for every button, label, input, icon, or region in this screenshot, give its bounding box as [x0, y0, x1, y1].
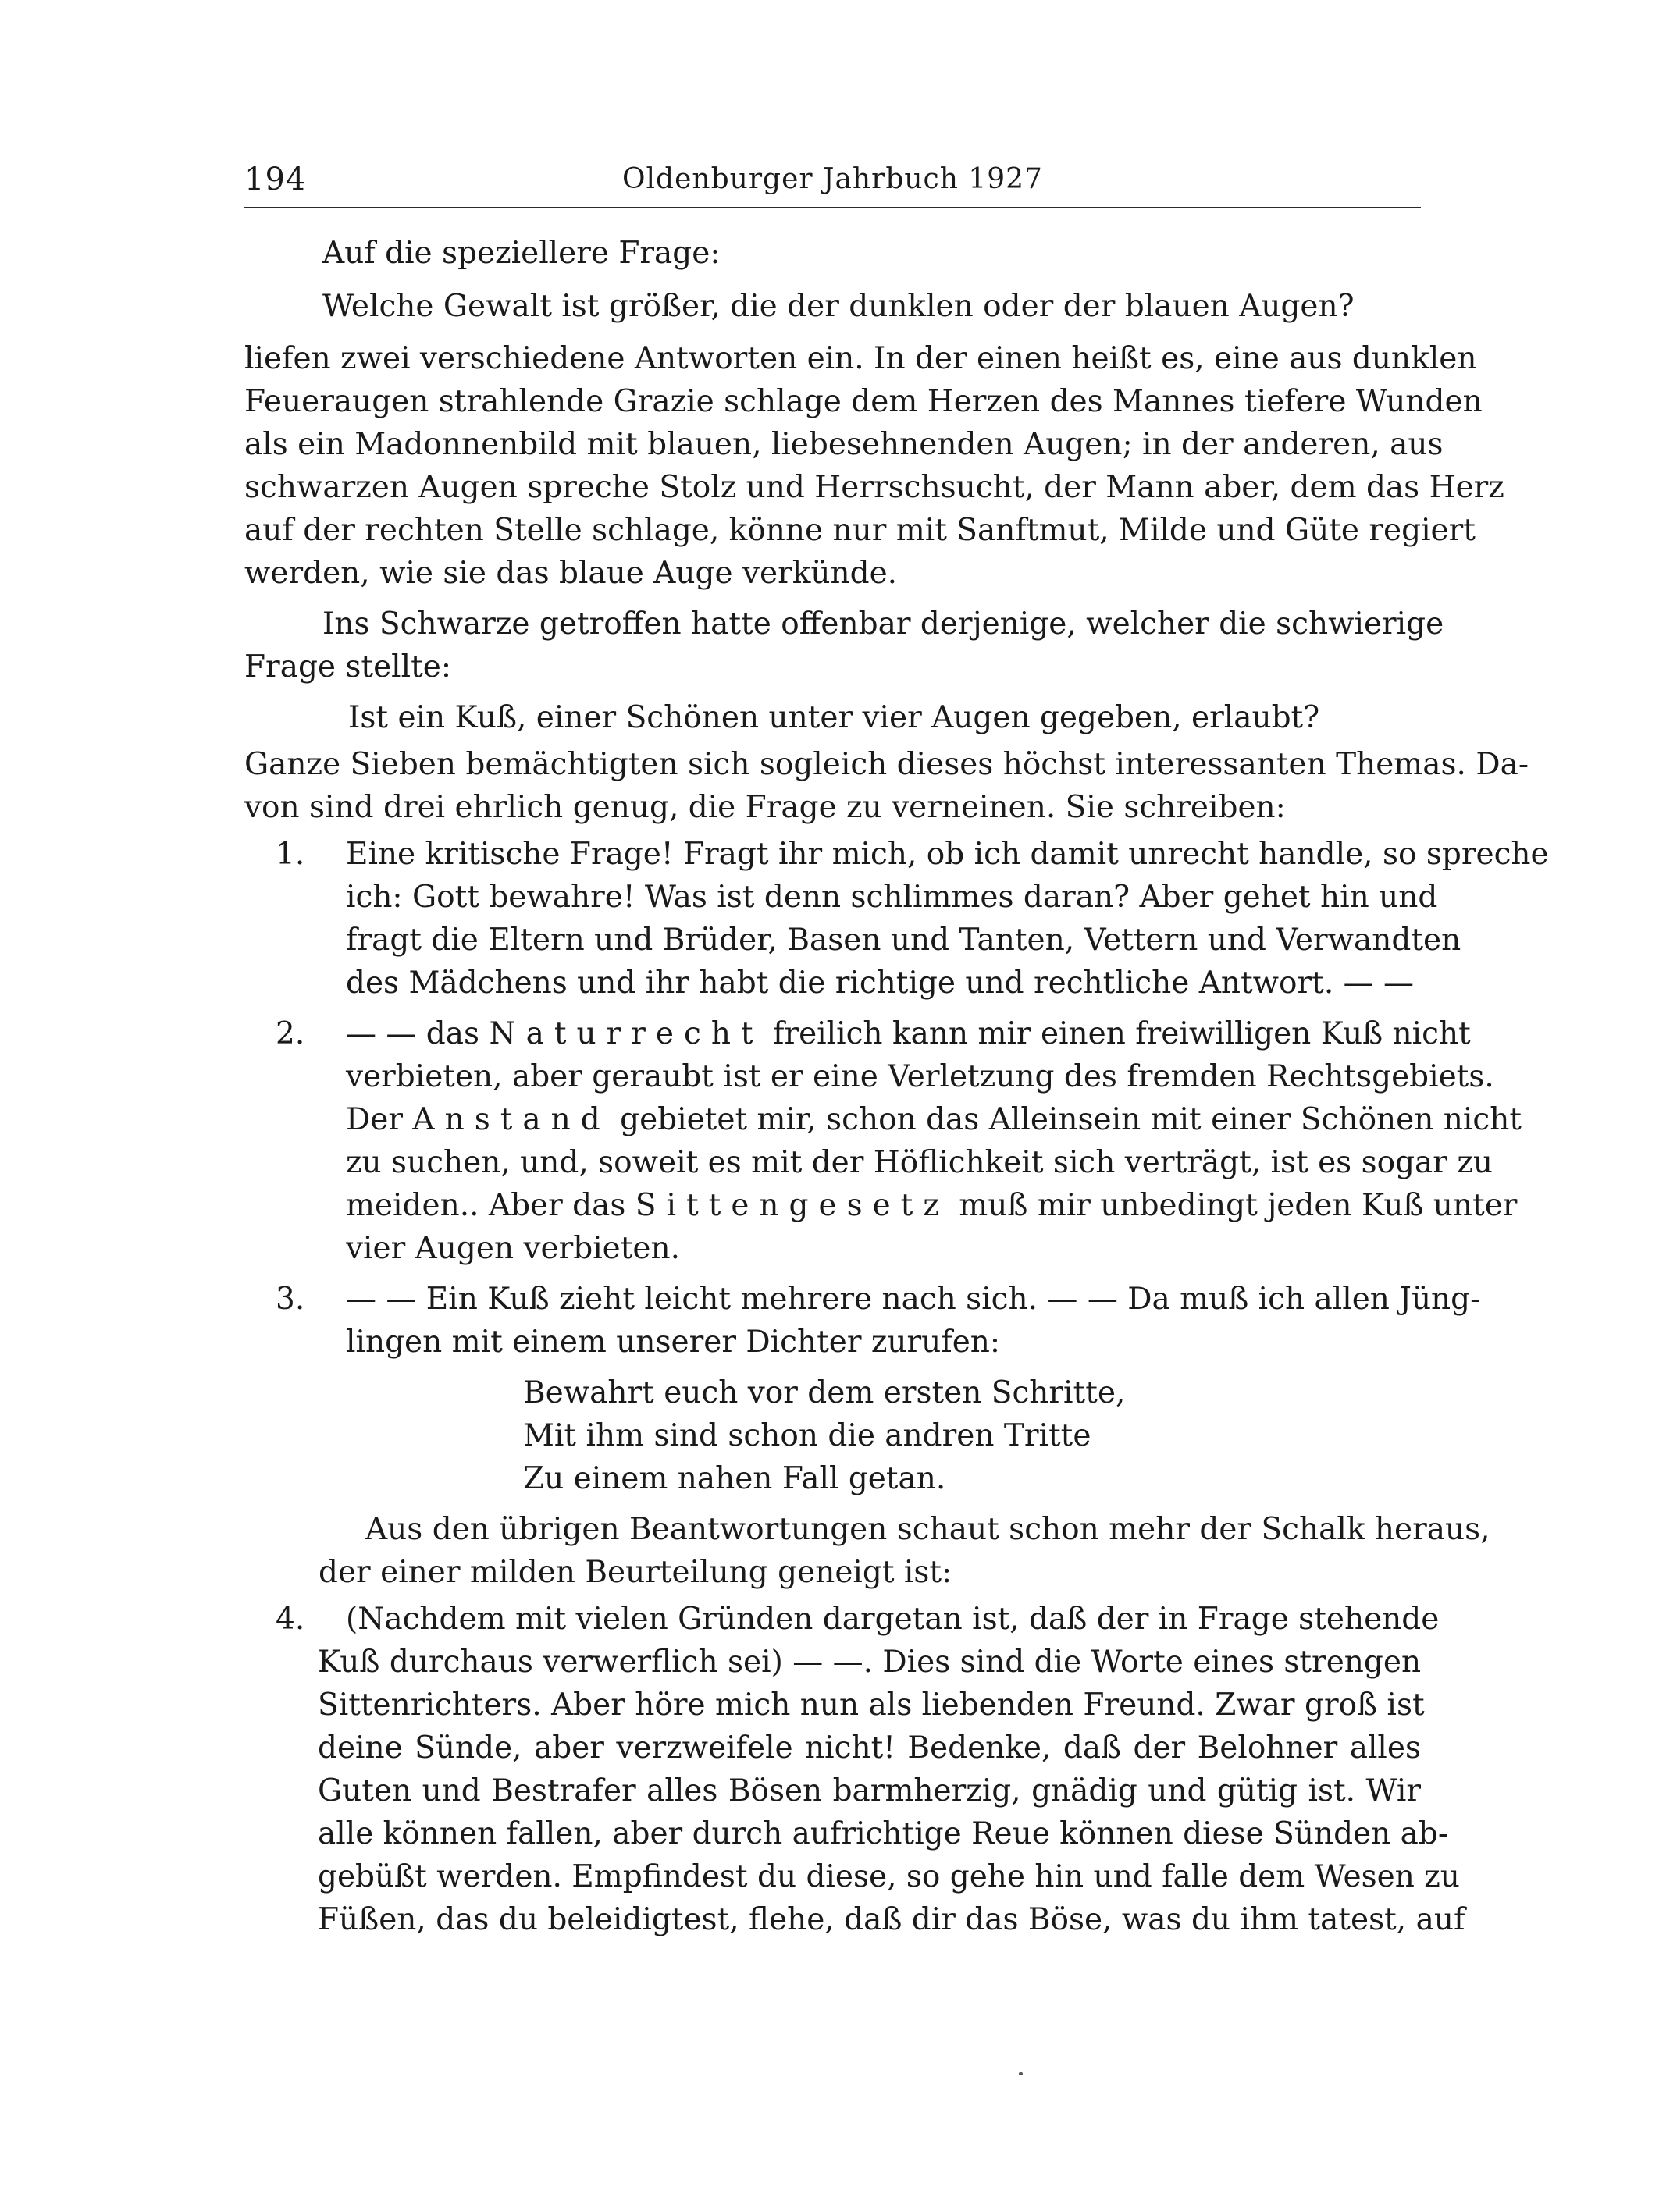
page-header	[244, 160, 1421, 208]
numbered-item: 2. — — das Naturrecht freilich kann mir einen freiwilligen Kuß nicht	[276, 1015, 1421, 1054]
text-line: liefen zwei verschiedene Antworten ein. In der einen heißt es, eine aus dunklen	[244, 341, 1477, 376]
spaced-emphasis: Anstand	[412, 1102, 611, 1137]
text-line: Guten und Bestrafer alles Bösen barmherzig, gnädig und gütig ist. Wir	[318, 1773, 1421, 1808]
text-line: ich: Gott bewahre! Was ist denn schlimmes daran? Aber gehet hin und	[346, 880, 1438, 915]
item-number: 2.	[276, 1016, 305, 1051]
text-line: Aus den übrigen Beantwortungen schaut schon mehr der Schalk heraus,	[365, 1512, 1490, 1547]
text-line: Der Anstand gebietet mir, schon das Alleinsein mit einer Schönen nicht	[346, 1102, 1522, 1137]
spaced-emphasis: Naturrecht	[489, 1016, 764, 1051]
verse-line: Zu einem nahen Fall getan.	[523, 1461, 946, 1496]
text-line: gebüßt werden. Empfindest du diese, so gehe hin und falle dem Wesen zu	[318, 1859, 1460, 1894]
text-line: werden, wie sie das blaue Auge verkünde.	[244, 556, 898, 591]
text-line: Welche Gewalt ist größer, die der dunklen oder der blauen Augen?	[322, 289, 1355, 324]
item-number: 1.	[276, 837, 305, 872]
running-title: Oldenburger Jahrbuch 1927	[622, 163, 1043, 195]
text-line: Ganze Sieben bemächtigten sich sogleich dieses höchst interessanten Themas. Da-	[244, 747, 1529, 782]
text-line: zu suchen, und, soweit es mit der Höflichkeit sich verträgt, ist es sogar zu	[346, 1145, 1493, 1180]
text-line: lingen mit einem unserer Dichter zurufen:	[346, 1325, 1001, 1360]
text-line: deine Sünde, aber verzweifele nicht! Bedenke, daß der Belohner alles	[318, 1730, 1421, 1766]
item-number: 3.	[276, 1282, 305, 1317]
spaced-emphasis: Sittengesetz	[635, 1188, 949, 1223]
text-line: Ins Schwarze getroffen hatte offenbar derjenige, welcher die schwierige	[322, 606, 1444, 642]
text-line: vier Augen verbieten.	[346, 1231, 681, 1266]
verse-line: Mit ihm sind schon die andren Tritte	[523, 1418, 1091, 1453]
verse-line: Bewahrt euch vor dem ersten Schritte,	[523, 1375, 1126, 1410]
text-line: des Mädchens und ihr habt die richtige und rechtliche Antwort. — —	[346, 966, 1415, 1001]
item-number: 4.	[276, 1602, 305, 1637]
text-line: Frage stellte:	[244, 649, 452, 685]
text-line: schwarzen Augen spreche Stolz und Herrschsucht, der Mann aber, dem das Herz	[244, 470, 1504, 505]
text-line: der einer milden Beurteilung geneigt ist:	[319, 1555, 952, 1590]
page-number: 194	[244, 162, 307, 197]
text-line: auf der rechten Stelle schlage, könne nur mit Sanftmut, Milde und Güte regiert	[244, 513, 1476, 548]
text-line: Kuß durchaus verwerflich sei) — —. Dies sind die Worte eines strengen	[318, 1645, 1422, 1680]
text-line: Sittenrichters. Aber höre mich nun als liebenden Freund. Zwar groß ist	[318, 1687, 1425, 1723]
text-line: fragt die Eltern und Brüder, Basen und Tanten, Vettern und Verwandten	[346, 923, 1461, 958]
text-line: verbieten, aber geraubt ist er eine Verletzung des fremden Rechtsgebiets.	[346, 1059, 1494, 1094]
text-line: Füßen, das du beleidigtest, flehe, daß dir das Böse, was du ihm tatest, auf	[318, 1902, 1465, 1937]
text-line: Auf die speziellere Frage:	[322, 236, 721, 271]
text-line: Feueraugen strahlende Grazie schlage dem Herzen des Mannes tiefere Wunden	[244, 384, 1483, 419]
numbered-item: 1. Eine kritische Frage! Fragt ihr mich, ob ich damit unrecht handle, so spreche	[276, 835, 1421, 874]
text-line: meiden.. Aber das Sittengesetz muß mir unbedingt jeden Kuß unter	[346, 1188, 1518, 1223]
text-line: als ein Madonnenbild mit blauen, liebesehnenden Augen; in der anderen, aus	[244, 427, 1444, 462]
text-line: alle können fallen, aber durch aufrichtige Reue können diese Sünden ab-	[318, 1816, 1449, 1851]
numbered-item: 4. (Nachdem mit vielen Gründen dargetan ist, daß der in Frage stehende	[276, 1600, 1421, 1639]
scan-speck	[1019, 2072, 1023, 2075]
text-line: von sind drei ehrlich genug, die Frage zu verneinen. Sie schreiben:	[244, 790, 1286, 825]
text-line: Ist ein Kuß, einer Schönen unter vier Augen gegeben, erlaubt?	[348, 700, 1320, 735]
numbered-item: 3. — — Ein Kuß zieht leicht mehrere nach sich. — — Da muß ich allen Jüng-	[276, 1280, 1421, 1319]
